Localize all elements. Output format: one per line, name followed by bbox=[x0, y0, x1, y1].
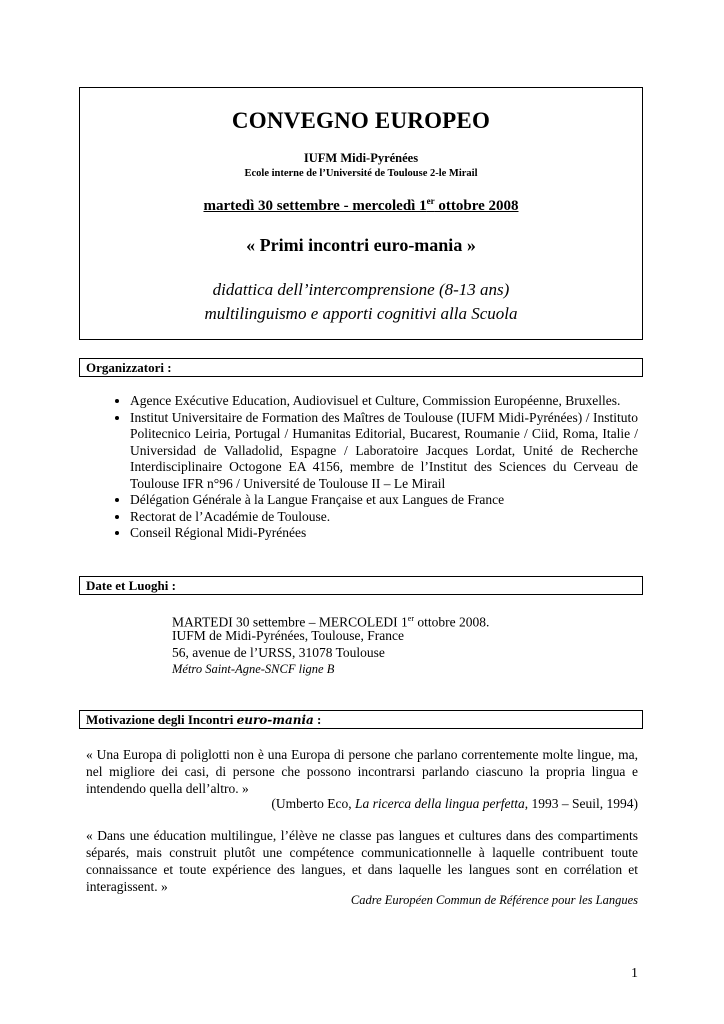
theme-line-1: didattica dell’intercomprensione (8-13 ans) bbox=[212, 280, 510, 299]
list-item: • Institut Universitaire de Formation des Maîtres de Toulouse (IUFM Midi-Pyrénées) / Instituto Politecnico Leiria, Portugal / Humanitas Editorial, Bucarest, Roumanie / Ciid, Roma, Italie / Universidad de Valladolid, Espagne / Laboratoire Jacques Lordat, Unité de Recherche Interdisciplinaire Octogone EA 4156, membre de l’Institut des Sciences du Cerveau de Toulouse IFR n°96 / Université de Toulouse II – Le Mirail bbox=[130, 410, 638, 493]
list-item: • Rectorat de l’Académie de Toulouse. bbox=[130, 509, 638, 526]
date-line: MARTEDI 30 settembre – MERCOLEDI 1er ottobre 2008. bbox=[172, 614, 490, 630]
list-item: • Agence Exécutive Education, Audiovisuel et Culture, Commission Européenne, Bruxelles. bbox=[130, 393, 638, 410]
page-number: 1 bbox=[631, 966, 638, 981]
venue-address: 56, avenue de l’URSS, 31078 Toulouse bbox=[172, 645, 385, 660]
quote-eco: « Una Europa di poliglotti non è una Europa di persone che parlano correntemente molte lingue, ma, nel migliore dei casi, di persone che possono incontrarsi parlando ciascuno la propria lingua e intendendo quella dell’altro. » bbox=[86, 747, 638, 796]
organizer-name: IUFM Midi-Pyrénées bbox=[303, 151, 419, 165]
list-item: • Délégation Générale à la Langue Française et aux Langues de France bbox=[130, 492, 638, 509]
citation-eco: (Umberto Eco, La ricerca della lingua perfetta, 1993 – Seuil, 1994) bbox=[271, 796, 638, 811]
header-box bbox=[79, 87, 643, 340]
list-item: • Conseil Régional Midi-Pyrénées bbox=[130, 525, 638, 542]
event-name: « Primi incontri euro-mania » bbox=[246, 235, 476, 255]
venue-name: IUFM de Midi-Pyrénées, Toulouse, France bbox=[172, 628, 405, 643]
section-heading-date-luoghi: Date et Luoghi : bbox=[79, 576, 643, 595]
section-heading-organizzatori: Organizzatori : bbox=[79, 358, 643, 377]
event-dates: martedì 30 settembre - mercoledì 1er ottobre 2008 bbox=[203, 196, 519, 214]
transport-info: Métro Saint-Agne-SNCF ligne B bbox=[172, 662, 335, 676]
citation-cadre: Cadre Européen Commun de Référence pour les Langues bbox=[350, 893, 638, 907]
section-heading-motivazione: Motivazione degli Incontri euro-mania : bbox=[79, 710, 643, 729]
theme-line-2: multilinguismo e apporti cognitivi alla Scuola bbox=[204, 304, 518, 323]
document-title: CONVEGNO EUROPEO bbox=[231, 108, 491, 133]
organizers-list bbox=[86, 393, 638, 542]
organizer-subtitle: Ecole interne de l’Université de Toulouse 2-le Mirail bbox=[244, 168, 478, 179]
quote-cadre: « Dans une éducation multilingue, l’élève ne classe pas langues et cultures dans des compartiments séparés, mais construit plutôt une compétence communicationnelle à laquelle contribuent toute connaissance et toute expérience des langues, et dans laquelle les langues sont en corrélation et interagissent. » bbox=[86, 828, 638, 894]
